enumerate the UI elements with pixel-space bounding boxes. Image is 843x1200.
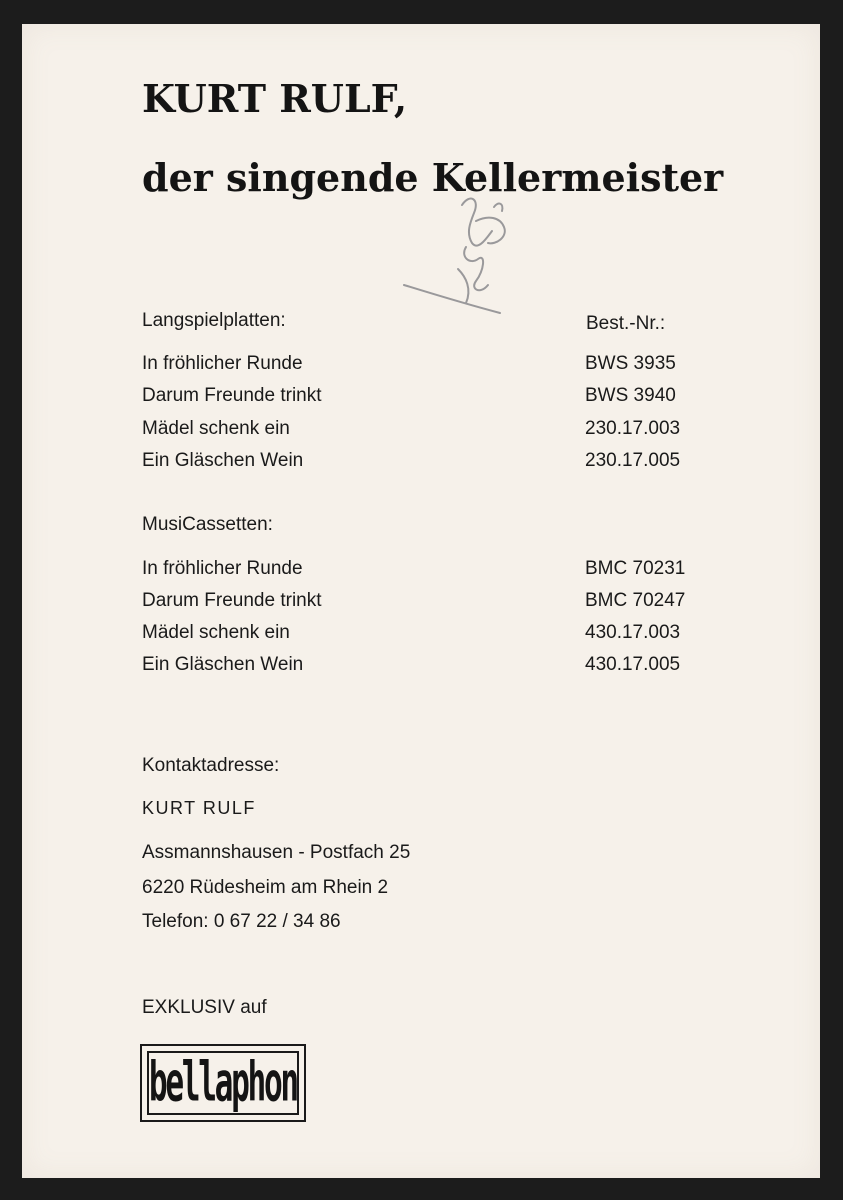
list-item: [142, 418, 702, 446]
cassette-title: Ein Gläschen Wein: [142, 654, 304, 675]
exclusive-label: EXKLUSIV auf: [142, 997, 267, 1018]
artist-name: KURT RULF,: [142, 76, 408, 121]
record-title: In fröhlicher Runde: [142, 353, 303, 374]
record-title: Darum Freunde trinkt: [142, 385, 322, 406]
artist-subtitle: der singende Kellermeister: [142, 155, 724, 200]
bellaphon-logo: [140, 1044, 306, 1122]
address-line-2: 6220 Rüdesheim am Rhein 2: [142, 877, 389, 898]
contact-name: KURT RULF: [142, 798, 256, 818]
list-item: [142, 622, 702, 650]
contact-heading: Kontaktadresse:: [142, 755, 280, 776]
cassette-number: 430.17.003: [585, 622, 681, 643]
cassette-number: BMC 70247: [585, 590, 686, 611]
record-number: BWS 3935: [585, 353, 676, 374]
record-title: Mädel schenk ein: [142, 418, 290, 439]
records-heading: Langspielplatten:: [142, 310, 286, 331]
record-number: 230.17.003: [585, 418, 681, 439]
list-item: [142, 558, 702, 586]
list-item: [142, 590, 702, 618]
cassette-title: Darum Freunde trinkt: [142, 590, 322, 611]
cassette-title: In fröhlicher Runde: [142, 558, 303, 579]
cassette-number: 430.17.005: [585, 654, 681, 675]
cassettes-heading: MusiCassetten:: [142, 514, 273, 535]
phone-number: Telefon: 0 67 22 / 34 86: [142, 911, 341, 932]
record-title: Ein Gläschen Wein: [142, 450, 304, 471]
logo-wordmark: bellaphon: [148, 1051, 298, 1115]
list-item: [142, 353, 702, 381]
handwritten-signature: [400, 185, 530, 320]
order-number-heading: Best.-Nr.:: [586, 313, 666, 334]
address-line-1: Assmannshausen - Postfach 25: [142, 842, 411, 863]
list-item: [142, 450, 702, 478]
record-number: 230.17.005: [585, 450, 681, 471]
list-item: [142, 654, 702, 682]
cassette-title: Mädel schenk ein: [142, 622, 290, 643]
logo-frame: [147, 1051, 299, 1115]
cassette-number: BMC 70231: [585, 558, 686, 579]
list-item: [142, 385, 702, 413]
record-number: BWS 3940: [585, 385, 676, 406]
